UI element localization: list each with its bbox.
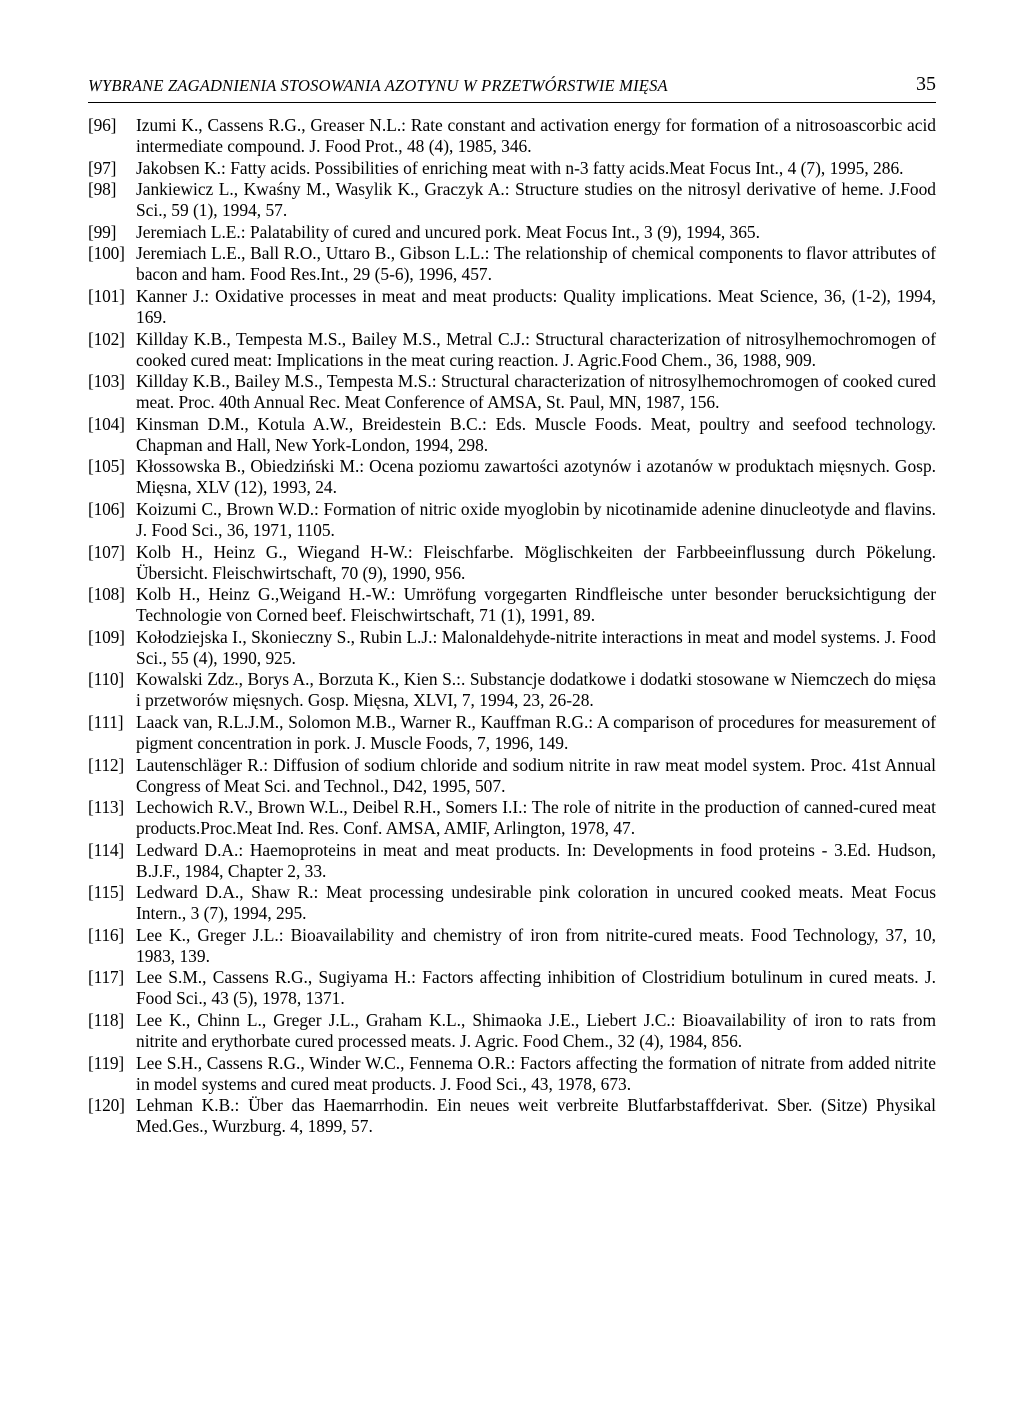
reference-item (88, 712, 936, 754)
reference-text: Ledward D.A.: Haemoproteins in meat and meat products. In: Developments in food proteins - 3.Ed. Hudson, B.J.F., 1984, Chapter 2, 33. (136, 839, 936, 881)
page-number: 35 (916, 73, 936, 95)
reference-number: [112] (88, 754, 125, 775)
reference-number: [103] (88, 371, 125, 392)
reference-item (88, 967, 936, 1009)
reference-number: [102] (88, 328, 125, 349)
reference-text: Lee K., Chinn L., Greger J.L., Graham K.L., Shimaoka J.E., Liebert J.C.: Bioavailability of iron to rats from nitrite and erythorbate cured processed meats. J. Agric. Food Chem., 32 (4), 1984, 856. (136, 1010, 936, 1052)
reference-number: [107] (88, 541, 125, 562)
reference-item (88, 1053, 936, 1095)
reference-text: Jeremiach L.E.: Palatability of cured and uncured pork. Meat Focus Int., 3 (9), 1994, 365. (136, 221, 760, 242)
reference-item (88, 882, 936, 924)
reference-item (88, 542, 936, 584)
reference-item (88, 669, 936, 711)
reference-number: [97] (88, 157, 117, 178)
reference-item (88, 755, 936, 797)
reference-text: Jankiewicz L., Kwaśny M., Wasylik K., Graczyk A.: Structure studies on the nitrosyl derivative of heme. J.Food Sci., 59 (1), 1994, 57. (136, 179, 936, 221)
reference-item (88, 627, 936, 669)
reference-number: [113] (88, 797, 125, 818)
reference-number: [96] (88, 115, 117, 135)
reference-item (88, 456, 936, 498)
reference-text: Kinsman D.M., Kotula A.W., Breidestein B.C.: Eds. Muscle Foods. Meat, poultry and seefood technology. Chapman and Hall, New York-London, 1994, 298. (136, 413, 936, 455)
reference-number: [101] (88, 285, 125, 306)
reference-item (88, 179, 936, 221)
reference-item (88, 797, 936, 839)
running-header-title: WYBRANE ZAGADNIENIA STOSOWANIA AZOTYNU W PRZETWÓRSTWIE MIĘSA (88, 76, 668, 95)
reference-text: Koizumi C., Brown W.D.: Formation of nitric oxide myoglobin by nicotinamide adenine dinucleotyde and flavins. J. Food Sci., 36, 1971, 1105. (136, 498, 936, 540)
running-header (88, 72, 936, 103)
reference-text: Laack van, R.L.J.M., Solomon M.B., Warner R., Kauffman R.G.: A comparison of procedures for measurement of pigment concentration in pork. J. Muscle Foods, 7, 1996, 149. (136, 711, 936, 753)
reference-text: Jakobsen K.: Fatty acids. Possibilities of enriching meat with n-3 fatty acids.Meat Focus Int., 4 (7), 1995, 286. (136, 157, 904, 178)
reference-text: Lee S.M., Cassens R.G., Sugiyama H.: Factors affecting inhibition of Clostridium botulinum in cured meats. J. Food Sci., 43 (5), 1978, 1371. (136, 967, 936, 1009)
reference-text: Ledward D.A., Shaw R.: Meat processing undesirable pink coloration in uncured cooked meats. Meat Focus Intern., 3 (7), 1994, 295. (136, 882, 936, 924)
reference-number: [115] (88, 882, 125, 903)
reference-text: Killday K.B., Tempesta M.S., Bailey M.S., Metral C.J.: Structural characterization of nitrosylhemochromogen of cooked cured meat: Implications in the meat curing reaction. J. Agric.Food Chem., 36, 1988, 909. (136, 328, 936, 370)
reference-number: [99] (88, 221, 117, 242)
reference-number: [114] (88, 839, 125, 860)
reference-number: [117] (88, 967, 125, 988)
reference-text: Lee S.H., Cassens R.G., Winder W.C., Fennema O.R.: Factors affecting the formation of nitrate from added nitrite in model systems and cured meat products. J. Food Sci., 43, 1978, 673. (136, 1052, 936, 1094)
reference-item (88, 115, 936, 157)
reference-number: [108] (88, 584, 125, 605)
reference-text: Kolb H., Heinz G.,Weigand H.-W.: Umröfung vorgegarten Rindfleische unter besonder berucksichtigung der Technologie von Corned beef. Fleischwirtschaft, 71 (1), 1991, 89. (136, 584, 936, 626)
reference-item (88, 158, 936, 179)
reference-item (88, 222, 936, 243)
reference-number: [104] (88, 413, 125, 434)
reference-text: Kołodziejska I., Skonieczny S., Rubin L.J.: Malonaldehyde-nitrite interactions in meat and model systems. J. Food Sci., 55 (4), 1990, 925. (136, 626, 936, 668)
reference-number: [118] (88, 1010, 125, 1031)
reference-number: [116] (88, 924, 125, 945)
reference-item (88, 1095, 936, 1137)
reference-text: Lautenschläger R.: Diffusion of sodium chloride and sodium nitrite in raw meat model system. Proc. 41st Annual Congress of Meat Sci. and Technol., D42, 1995, 507. (136, 754, 936, 796)
reference-number: [120] (88, 1095, 125, 1116)
reference-text: Kłossowska B., Obiedziński M.: Ocena poziomu zawartości azotynów i azotanów w produktach mięsnych. Gosp. Mięsna, XLV (12), 1993, 24. (136, 456, 936, 498)
reference-item (88, 414, 936, 456)
reference-text: Kowalski Zdz., Borys A., Borzuta K., Kien S.:. Substancje dodatkowe i dodatki stosowane w Niemczech do mięsa i przetworów mięsnych. Gosp. Mięsna, XLVI, 7, 1994, 23, 26-28. (136, 669, 936, 711)
reference-text: Izumi K., Cassens R.G., Greaser N.L.: Rate constant and activation energy for formation of a nitrosoascorbic acid intermediate compound. J. Food Prot., 48 (4), 1985, 346. (136, 115, 936, 156)
reference-item (88, 371, 936, 413)
reference-text: Kolb H., Heinz G., Wiegand H-W.: Fleischfarbe. Möglischkeiten der Farbbeeinflussung durch Pökelung. Übersicht. Fleischwirtschaft, 70 (9), 1990, 956. (136, 541, 936, 583)
reference-number: [100] (88, 243, 125, 264)
reference-number: [106] (88, 498, 125, 519)
reference-number: [110] (88, 669, 125, 690)
reference-text: Killday K.B., Bailey M.S., Tempesta M.S.: Structural characterization of nitrosylhemochromogen of cooked cured meat. Proc. 40th Annual Rec. Meat Conference of AMSA, St. Paul, MN, 1987, 156. (136, 371, 936, 413)
reference-item (88, 840, 936, 882)
reference-item (88, 499, 936, 541)
reference-text: Lee K., Greger J.L.: Bioavailability and chemistry of iron from nitrite-cured meats. Food Technology, 37, 10, 1983, 139. (136, 924, 936, 966)
reference-text: Lechowich R.V., Brown W.L., Deibel R.H., Somers I.I.: The role of nitrite in the production of canned-cured meat products.Proc.Meat Ind. Res. Conf. AMSA, AMIF, Arlington, 1978, 47. (136, 797, 936, 839)
reference-number: [111] (88, 711, 124, 732)
reference-item (88, 286, 936, 328)
reference-number: [105] (88, 456, 125, 477)
reference-item (88, 243, 936, 285)
reference-item (88, 584, 936, 626)
reference-text: Lehman K.B.: Über das Haemarrhodin. Ein neues weit verbreite Blutfarbstaffderivat. Sber. (Sitze) Physikal Med.Ges., Wurzburg. 4, 1899, 57. (136, 1095, 936, 1137)
reference-item (88, 1010, 936, 1052)
reference-text: Jeremiach L.E., Ball R.O., Uttaro B., Gibson L.L.: The relationship of chemical components to flavor attributes of bacon and ham. Food Res.Int., 29 (5-6), 1996, 457. (136, 243, 936, 285)
reference-list (88, 115, 936, 1138)
reference-number: [119] (88, 1052, 125, 1073)
reference-number: [109] (88, 626, 125, 647)
reference-item (88, 329, 936, 371)
reference-text: Kanner J.: Oxidative processes in meat and meat products: Quality implications. Meat Science, 36, (1-2), 1994, 169. (136, 285, 936, 327)
reference-item (88, 925, 936, 967)
reference-number: [98] (88, 179, 117, 200)
